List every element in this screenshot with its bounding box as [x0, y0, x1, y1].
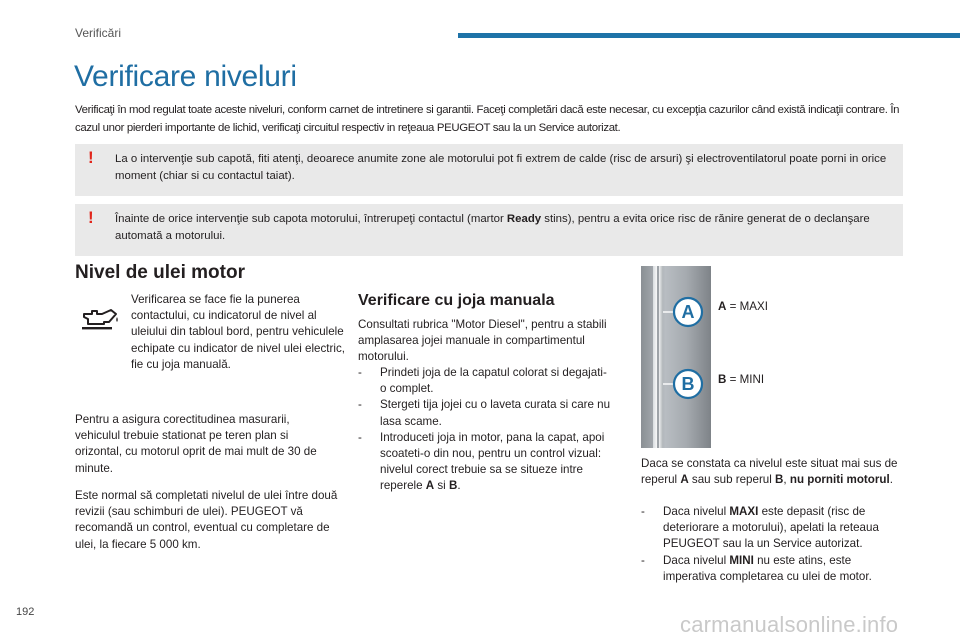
- level-actions-list: [641, 504, 906, 585]
- level-check-paragraph: Daca se constata ca nivelul este situat mai sus de reperul A sau sub reperul B, nu porniti motorul.: [641, 457, 898, 487]
- warning-box-hot-engine: [75, 144, 903, 196]
- warning-box-ignition: [75, 204, 903, 256]
- warning-exclamation-icon: !: [88, 148, 94, 167]
- marker-b-label: B = MINI: [718, 373, 765, 386]
- page-number: 192: [16, 606, 35, 618]
- marker-b-badge-letter: B: [681, 374, 695, 394]
- marker-a-label: A = MAXI: [718, 300, 768, 313]
- dipstick-drawing: [641, 266, 711, 448]
- oil-level-heading: Nivel de ulei motor: [75, 262, 245, 283]
- dipstick-illustration: [641, 266, 711, 448]
- list-item: - Prindeti joja de la capatul colorat si degajati-o complet.: [358, 365, 613, 397]
- header-accent-bar: [458, 33, 960, 38]
- oil-can-icon: [80, 305, 120, 331]
- dipstick-steps-list: [358, 365, 613, 495]
- list-item: - Stergeti tija jojei cu o laveta curata si care nu lasa scame.: [358, 397, 613, 429]
- list-item: - Introduceti joja in motor, pana la capat, apoi scoateti-o din nou, pentru un control vizual: nivelul corect trebuie sa se situeze intre reperele A si B.: [358, 430, 613, 495]
- oil-measure-paragraph: Pentru a asigura corectitudinea masurarii, vehiculul trebuie stationat pe teren plan si orizontal, cu motorul oprit de mai mult de 30 de minute.: [75, 413, 317, 475]
- oil-check-paragraph: Verificarea se face fie la punerea contactului, cu indicatorul de nivel al uleiului din tabloul bord, pentru vehiculele echipate cu indicator de nivel ulei electric, fie cu joja manuală.: [131, 293, 345, 371]
- dipstick-intro-paragraph: Consultati rubrica "Motor Diesel", pentru a stabili amplasarea jojei manuale in compartimentul motorului.: [358, 318, 607, 364]
- page-title: Verificare niveluri: [74, 60, 297, 93]
- oil-topup-paragraph: Este normal să completati nivelul de ulei între două revizii (sau schimburi de ulei). PEUGEOT vă recomandă un control, eventual cu completare de ulei, la fiecare 5 000 km.: [75, 489, 338, 551]
- marker-a-badge-letter: A: [681, 302, 695, 322]
- warning-text: La o intervenţie sub capotă, fiti atenţi, deoarece anumite zone ale motorului pot fi extrem de calde (risc de arsuri) şi electroventilatorul poate porni in orice moment (chiar si cu contactul taiat).: [115, 153, 887, 182]
- warning-text: Înainte de orice intervenţie sub capota motorului, întrerupeţi contactul (martor Ready stins), pentru a evita orice risc de rănire generat de o declanşare automată a motorului.: [115, 213, 870, 242]
- watermark: carmanualsonline.info: [680, 612, 899, 637]
- warning-exclamation-icon: !: [88, 208, 94, 227]
- intro-paragraph: Verificaţi în mod regulat toate aceste niveluri, conform carnet de intretinere si garantii. Faceţi completări dacă este necesar, cu excepţia cazurilor când există indicaţii contrare. În cazul unor pierderi importante de lichid, verificaţi circuitul respectiv in reţeaua PEUGEOT sau la un Service autorizat.: [75, 104, 900, 134]
- list-item: - Daca nivelul MINI nu este atins, este imperativa completarea cu ulei de motor.: [641, 553, 906, 585]
- dipstick-heading: Verificare cu joja manuala: [358, 292, 555, 309]
- list-item: - Daca nivelul MAXI este depasit (risc de deteriorare a motorului), apelati la reteaua PEUGEOT sau la un Service autorizat.: [641, 504, 906, 553]
- section-label: Verificări: [75, 26, 122, 40]
